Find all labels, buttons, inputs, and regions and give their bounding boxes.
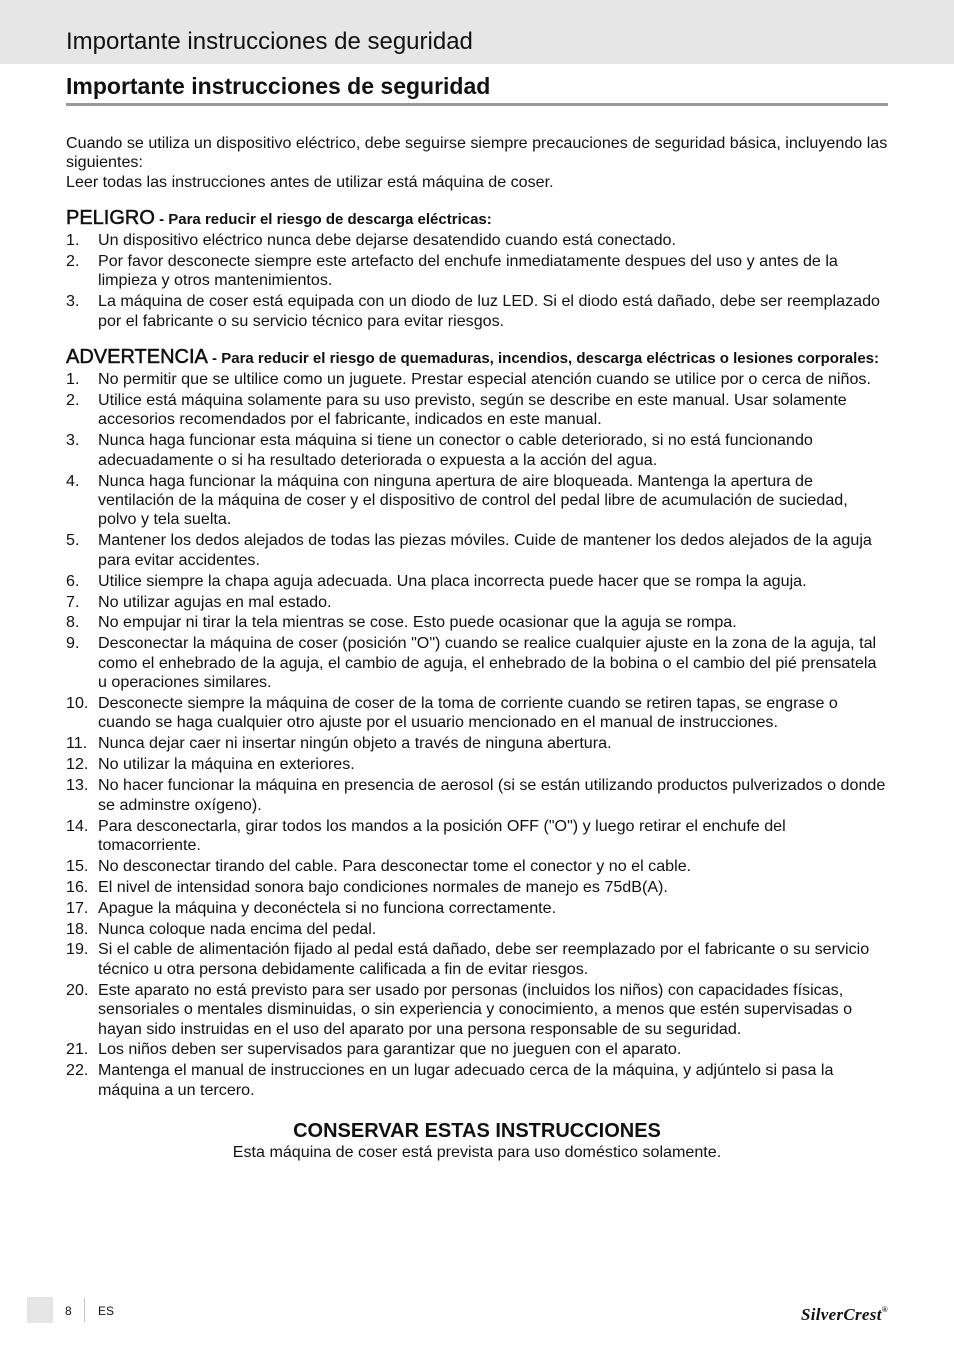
item-number: 12. (66, 755, 89, 774)
item-number: 10. (66, 694, 89, 713)
list-item (66, 1040, 888, 1059)
item-text: La máquina de coser está equipada con un diodo de luz LED. Si el diodo está dañado, debe ser reemplazado por el fabricante o su servicio técnico para evitar riesgos. (98, 292, 880, 330)
list-item (66, 431, 888, 470)
item-number: 2. (66, 252, 80, 271)
list-item (66, 940, 888, 979)
list-item (66, 613, 888, 632)
item-text: Por favor desconecte siempre este artefacto del enchufe inmediatamente despues del uso y antes de la limpieza y otros mantenimientos. (98, 252, 838, 290)
item-number: 15. (66, 856, 89, 875)
item-number: 21. (66, 1040, 89, 1059)
list-item (66, 231, 888, 250)
intro-instruction: Leer todas las instrucciones antes de utilizar está máquina de coser. (66, 172, 554, 191)
item-text: El nivel de intensidad sonora bajo condiciones normales de manejo es 75dB(A). (98, 877, 668, 896)
item-text: Desconectar la máquina de coser (posición "O") cuando se realice cualquier ajuste en la zona de la aguja, tal como el enhebrado de la aguja, el cambio de aguja, el enhebrado de la bobina o el cambio del pié prensatela u operaciones similares. (98, 634, 877, 692)
page-title: Importante instrucciones de seguridad (66, 73, 491, 99)
list-item (66, 1061, 888, 1100)
item-text: Para desconectarla, girar todos los mandos a la posición OFF ("O") y luego retirar el enchufe del tomacorriente. (98, 816, 786, 854)
title-divider (66, 103, 888, 106)
conserve-block (66, 1119, 888, 1162)
item-text: Nunca haga funcionar esta máquina si tiene un conector o cable deteriorado, si no está funcionando adecuadamente o si ha resultado deteriorada o expuesta a la acción del agua. (98, 431, 813, 469)
header-band (0, 0, 954, 64)
list-item (66, 370, 888, 389)
item-number: 16. (66, 877, 89, 896)
item-number: 1. (66, 370, 80, 389)
item-text: Si el cable de alimentación fijado al pedal está dañado, debe ser reemplazado por el fabricante o su servicio técnico u otra persona debidamente calificada a fin de evitar riesgos. (98, 940, 870, 978)
brand-registered-mark: ® (881, 1305, 888, 1314)
list-item (66, 776, 888, 815)
item-number: 19. (66, 940, 89, 959)
language-code: ES (98, 1304, 115, 1318)
item-text: Desconecte siempre la máquina de coser de la toma de corriente cuando se retiren tapas, se engrase o cuando se haga cualquier otro ajuste por el usuario mencionado en el manual de instrucciones. (98, 694, 838, 732)
item-number: 11. (66, 734, 88, 753)
list-item (66, 817, 888, 856)
item-number: 14. (66, 816, 89, 835)
list-item (66, 572, 888, 591)
item-text: Los niños deben ser supervisados para garantizar que no jueguen con el aparato. (98, 1040, 682, 1059)
list-item (66, 531, 888, 570)
item-number: 9. (66, 634, 80, 653)
conserve-heading: CONSERVAR ESTAS INSTRUCCIONES (293, 1120, 661, 1143)
item-number: 5. (66, 531, 80, 550)
list-item (66, 857, 888, 876)
intro-paragraph: Cuando se utiliza un dispositivo eléctrico, debe seguirse siempre precauciones de seguridad básica, incluyendo las siguientes: (66, 134, 888, 172)
item-number: 20. (66, 980, 89, 999)
advertencia-subtitle: - Para reducir el riesgo de quemaduras, incendios, descarga eléctricas o lesiones corporales: (207, 350, 879, 368)
item-text: Nunca coloque nada encima del pedal. (98, 919, 377, 938)
item-text: Un dispositivo eléctrico nunca debe dejarse desatendido cuando está conectado. (98, 231, 676, 250)
item-text: Mantener los dedos alejados de todas las piezas móviles. Cuide de mantener los dedos alejados de la aguja para evitar accidentes. (98, 531, 872, 569)
item-text: Nunca dejar caer ni insertar ningún objeto a través de ninguna abertura. (98, 734, 612, 753)
advertencia-heading (66, 348, 888, 368)
item-text: No utilizar la máquina en exteriores. (98, 755, 355, 774)
item-number: 3. (66, 292, 80, 311)
item-number: 4. (66, 471, 80, 490)
list-item (66, 634, 888, 692)
item-text: No utilizar agujas en mal estado. (98, 592, 332, 611)
peligro-list (66, 231, 888, 331)
item-number: 18. (66, 919, 89, 938)
list-item (66, 920, 888, 939)
item-number: 6. (66, 571, 80, 590)
list-item (66, 694, 888, 733)
list-item (66, 391, 888, 430)
item-number: 13. (66, 776, 89, 795)
item-number: 22. (66, 1061, 89, 1080)
item-text: Mantenga el manual de instrucciones en un lugar adecuado cerca de la máquina, y adjúntelo si pasa la máquina a un tercero. (98, 1061, 834, 1099)
page-number: 8 (65, 1304, 72, 1318)
item-number: 2. (66, 390, 80, 409)
list-item (66, 755, 888, 774)
advertencia-list (66, 370, 888, 1100)
item-text: Este aparato no está previsto para ser usado por personas (incluidos los niños) con capacidades físicas, sensoriales o mentales disminuidas, o sin experiencia y conocimiento, a menos que estén supervisadas o hayan sido instruidas en el uso del aparato por una persona responsable de su seguridad. (98, 980, 853, 1038)
item-number: 1. (66, 231, 80, 250)
document-body (66, 134, 888, 1162)
item-number: 7. (66, 592, 80, 611)
advertencia-label: ADVERTENCIA (66, 346, 208, 369)
item-number: 17. (66, 898, 89, 917)
item-number: 8. (66, 613, 80, 632)
item-text: No hacer funcionar la máquina en presencia de aerosol (si se están utilizando productos pulverizados o donde se adminstre oxígeno). (98, 776, 886, 814)
list-item (66, 472, 888, 530)
item-text: Apague la máquina y deconéctela si no funciona correctamente. (98, 898, 557, 917)
list-item (66, 593, 888, 612)
list-item (66, 734, 888, 753)
brand-logo (801, 1305, 888, 1325)
list-item (66, 981, 888, 1039)
item-text: Nunca haga funcionar la máquina con ninguna apertura de aire bloqueada. Mantenga la apertura de ventilación de la máquina de coser y el dispositivo de control del pedal libre de acumulación de suciedad, polvo y tela suelta. (98, 471, 848, 529)
domestic-use-note: Esta máquina de coser está prevista para uso doméstico solamente. (232, 1143, 722, 1162)
item-text: No desconectar tirando del cable. Para desconectar tome el conector y no el cable. (98, 856, 692, 875)
header-band-title: Importante instrucciones de seguridad (66, 28, 473, 55)
list-item (66, 899, 888, 918)
item-number: 3. (66, 431, 80, 450)
item-text: Utilice está máquina solamente para su uso previsto, según se describe en este manual. Usar solamente accesorios recomendados por el fabricante, indicados en este manual. (98, 390, 847, 429)
item-text: No permitir que se ultilice como un juguete. Prestar especial atención cuando se utilice por o cerca de niños. (98, 370, 871, 389)
brand-name: SilverCrest (800, 1305, 882, 1324)
item-text: Utilice siempre la chapa aguja adecuada. Una placa incorrecta puede hacer que se rompa la aguja. (98, 571, 807, 590)
peligro-heading (66, 209, 888, 229)
page-marker (27, 1297, 53, 1323)
item-text: No empujar ni tirar la tela mientras se cose. Esto puede ocasionar que la aguja se rompa. (98, 613, 737, 632)
footer-divider (84, 1298, 85, 1322)
list-item (66, 252, 888, 291)
peligro-label: PELIGRO (66, 207, 155, 230)
list-item (66, 292, 888, 331)
peligro-subtitle: - Para reducir el riesgo de descarga eléctricas: (154, 211, 492, 229)
list-item (66, 878, 888, 897)
